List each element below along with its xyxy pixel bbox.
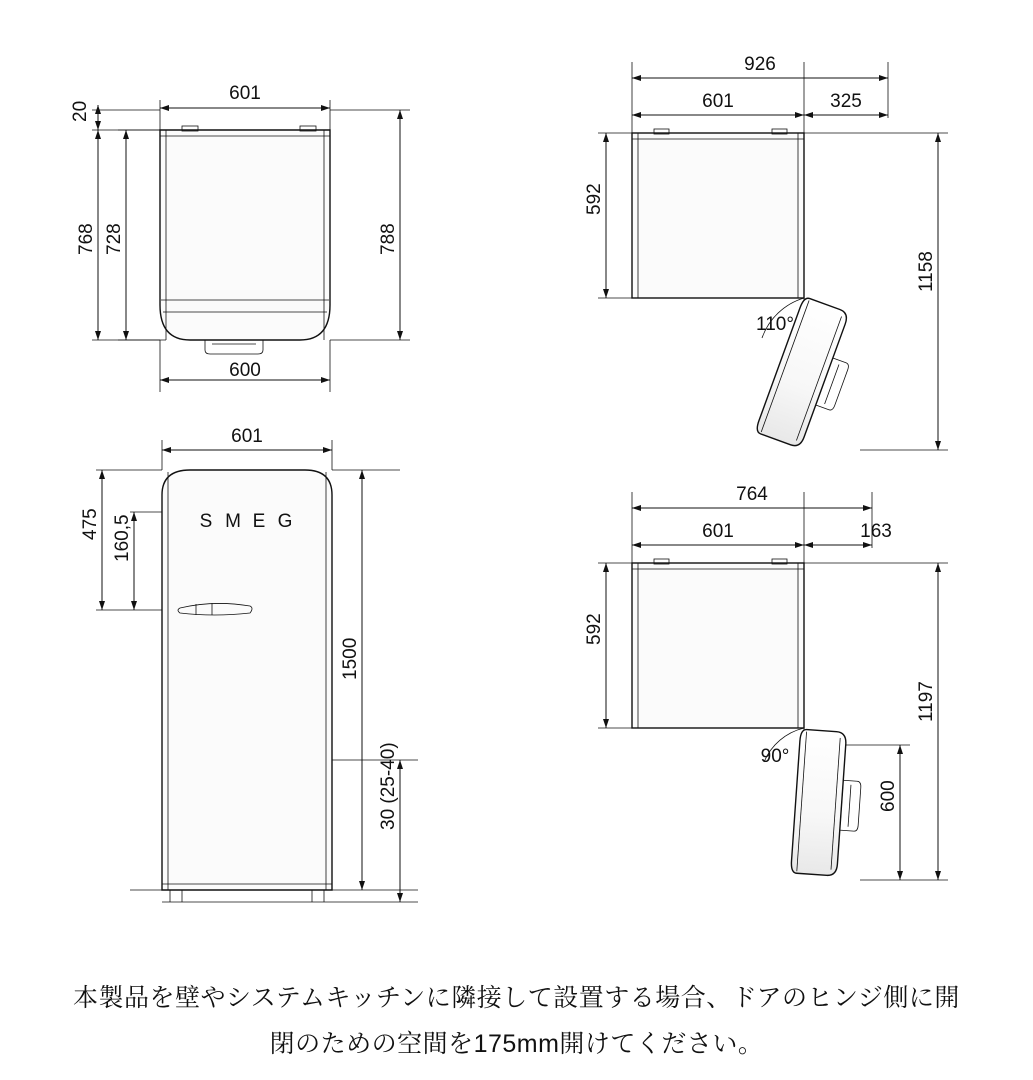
dim-325: 325 (830, 91, 862, 112)
dim-angle-90: 90° (760, 746, 790, 767)
installation-note-line2: 閉のための空間を175mm開けてください。 (269, 1030, 764, 1058)
dim-30-range: 30 (25-40) (378, 742, 399, 830)
dim-768: 768 (76, 223, 97, 255)
dim-1500: 1500 (340, 637, 361, 680)
svg-text:M: M (225, 511, 241, 532)
dim-601-plan90: 601 (702, 521, 734, 542)
view-front-elevation (80, 426, 418, 902)
installation-note (0, 975, 1033, 1067)
dim-926: 926 (744, 54, 776, 75)
dim-601-front: 601 (231, 426, 263, 447)
view-front-top (70, 83, 410, 392)
svg-text:G: G (277, 511, 293, 532)
dim-601-top: 601 (229, 83, 261, 104)
dim-788: 788 (378, 223, 399, 255)
dim-764: 764 (736, 484, 768, 505)
dim-592-bottom: 592 (584, 613, 605, 645)
view-plan-90 (584, 484, 948, 880)
dim-600: 600 (229, 360, 261, 381)
dim-angle-110: 110° (756, 314, 794, 335)
dim-20: 20 (70, 100, 91, 122)
dim-728: 728 (104, 223, 125, 255)
dim-1197: 1197 (916, 681, 937, 722)
view-plan-110 (584, 54, 948, 454)
dim-163: 163 (860, 521, 892, 542)
dim-160-5: 160,5 (112, 514, 133, 562)
dim-601-plan110: 601 (702, 91, 734, 112)
dim-1158: 1158 (916, 251, 937, 292)
svg-text:S: S (199, 511, 213, 532)
svg-text:E: E (252, 511, 266, 532)
installation-note-line1: 本製品を壁やシステムキッチンに隣接して設置する場合、ドアのヒンジ側に開 (73, 984, 960, 1012)
dim-475: 475 (80, 508, 101, 540)
dim-600-height: 600 (878, 780, 899, 812)
dim-592-top: 592 (584, 183, 605, 215)
